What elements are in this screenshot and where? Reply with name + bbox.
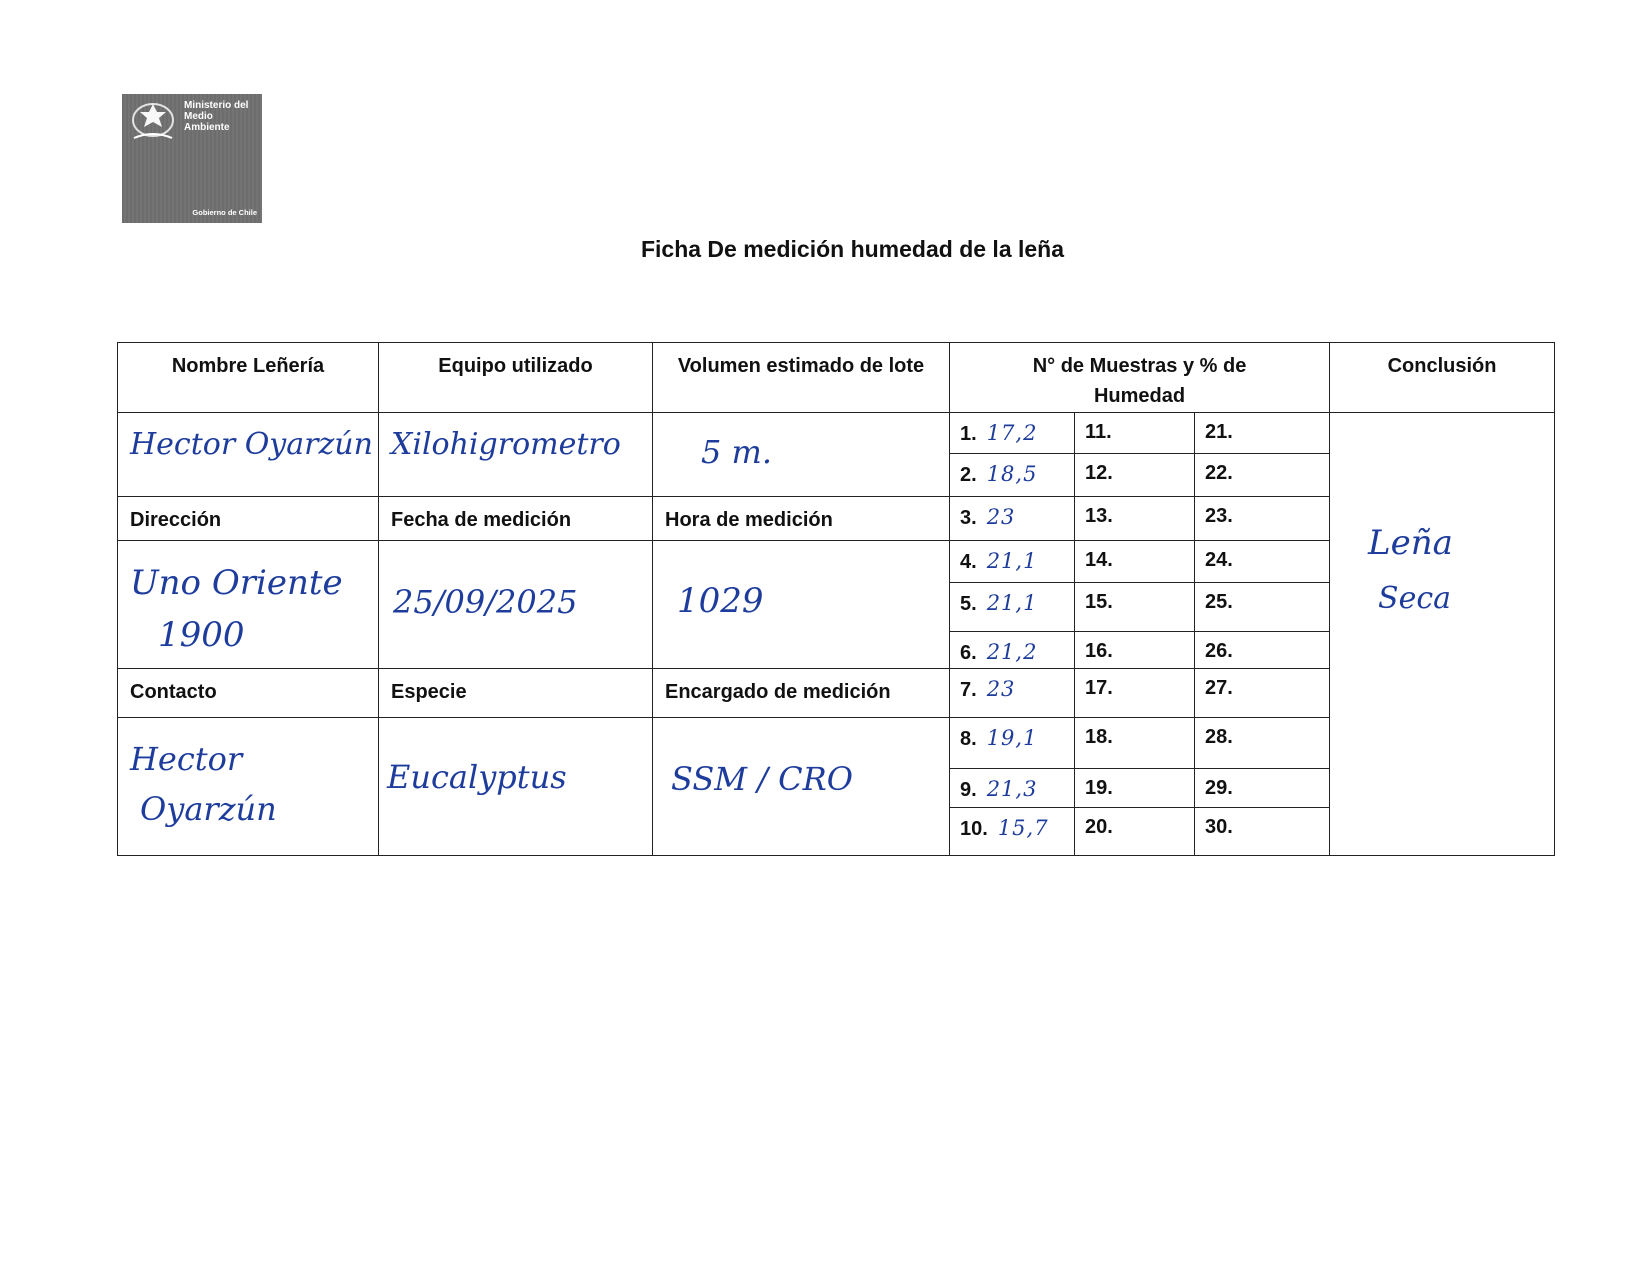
sample-cell: 1. 17,2 [950, 413, 1075, 454]
sample-cell: 28. [1195, 718, 1330, 769]
sample-cell: 16. [1075, 632, 1195, 669]
sample-cell: 2. 18,5 [950, 454, 1075, 497]
sample-cell: 4. 21,1 [950, 541, 1075, 583]
sample-cell: 5. 21,1 [950, 583, 1075, 632]
sample-cell: 3. 23 [950, 497, 1075, 541]
sample-cell: 25. [1195, 583, 1330, 632]
value-fecha: 25/09/2025 [393, 583, 578, 621]
value-especie-cell [379, 718, 653, 856]
sample-cell: 19. [1075, 769, 1195, 808]
value-volumen: 5 m. [701, 433, 773, 471]
value-encargado-cell [653, 718, 950, 856]
value-hora: 1029 [677, 581, 764, 621]
header-conclusion: Conclusión [1330, 343, 1555, 413]
label-hora: Hora de medición [653, 497, 950, 541]
label-especie: Especie [379, 669, 653, 718]
government-label: Gobierno de Chile [192, 208, 257, 217]
sample-cell: 14. [1075, 541, 1195, 583]
label-direccion: Dirección [118, 497, 379, 541]
label-fecha: Fecha de medición [379, 497, 653, 541]
sample-cell: 12. [1075, 454, 1195, 497]
sample-cell: 23. [1195, 497, 1330, 541]
sample-cell: 27. [1195, 669, 1330, 718]
label-encargado: Encargado de medición [653, 669, 950, 718]
value-direccion-line1: Uno Oriente [130, 563, 343, 603]
ministry-logo [122, 94, 262, 223]
value-equipo-cell [379, 413, 653, 497]
ministry-name: Ministerio del Medio Ambiente [184, 100, 249, 133]
sample-cell: 26. [1195, 632, 1330, 669]
label-contacto: Contacto [118, 669, 379, 718]
sample-cell: 9. 21,3 [950, 769, 1075, 808]
sample-cell: 8. 19,1 [950, 718, 1075, 769]
sample-cell: 15. [1075, 583, 1195, 632]
value-especie: Eucalyptus [387, 758, 567, 796]
sample-cell: 20. [1075, 808, 1195, 856]
value-equipo: Xilohigrometro [391, 427, 621, 462]
header-volumen: Volumen estimado de lote [653, 343, 950, 413]
sample-cell: 17. [1075, 669, 1195, 718]
page-title: Ficha De medición humedad de la leña [640, 236, 1065, 262]
sample-cell: 18. [1075, 718, 1195, 769]
header-nombre: Nombre Leñería [118, 343, 379, 413]
sample-cell: 24. [1195, 541, 1330, 583]
value-contacto-line1: Hector [130, 740, 243, 778]
value-hora-cell [653, 541, 950, 669]
sample-cell: 7. 23 [950, 669, 1075, 718]
sample-cell: 10. 15,7 [950, 808, 1075, 856]
measurement-form-table [117, 342, 1555, 856]
header-muestras: N° de Muestras y % de Humedad [950, 343, 1330, 413]
value-nombre: Hector Oyarzún [130, 427, 373, 462]
sample-cell: 11. [1075, 413, 1195, 454]
value-conclusion-line2: Seca [1378, 581, 1452, 616]
value-contacto-line2: Oyarzún [140, 790, 277, 828]
header-equipo: Equipo utilizado [379, 343, 653, 413]
value-direccion-cell [118, 541, 379, 669]
sample-cell: 21. [1195, 413, 1330, 454]
sample-cell: 22. [1195, 454, 1330, 497]
value-conclusion-line1: Leña [1368, 523, 1453, 563]
sample-cell: 30. [1195, 808, 1330, 856]
value-conclusion-cell [1330, 413, 1555, 856]
sample-cell: 6. 21,2 [950, 632, 1075, 669]
value-nombre-cell [118, 413, 379, 497]
value-fecha-cell [379, 541, 653, 669]
chile-coat-of-arms-icon [128, 100, 178, 142]
value-contacto-cell [118, 718, 379, 856]
value-direccion-line2: 1900 [158, 615, 245, 655]
sample-cell: 13. [1075, 497, 1195, 541]
sample-cell: 29. [1195, 769, 1330, 808]
value-volumen-cell [653, 413, 950, 497]
value-encargado: SSM / CRO [671, 760, 853, 798]
